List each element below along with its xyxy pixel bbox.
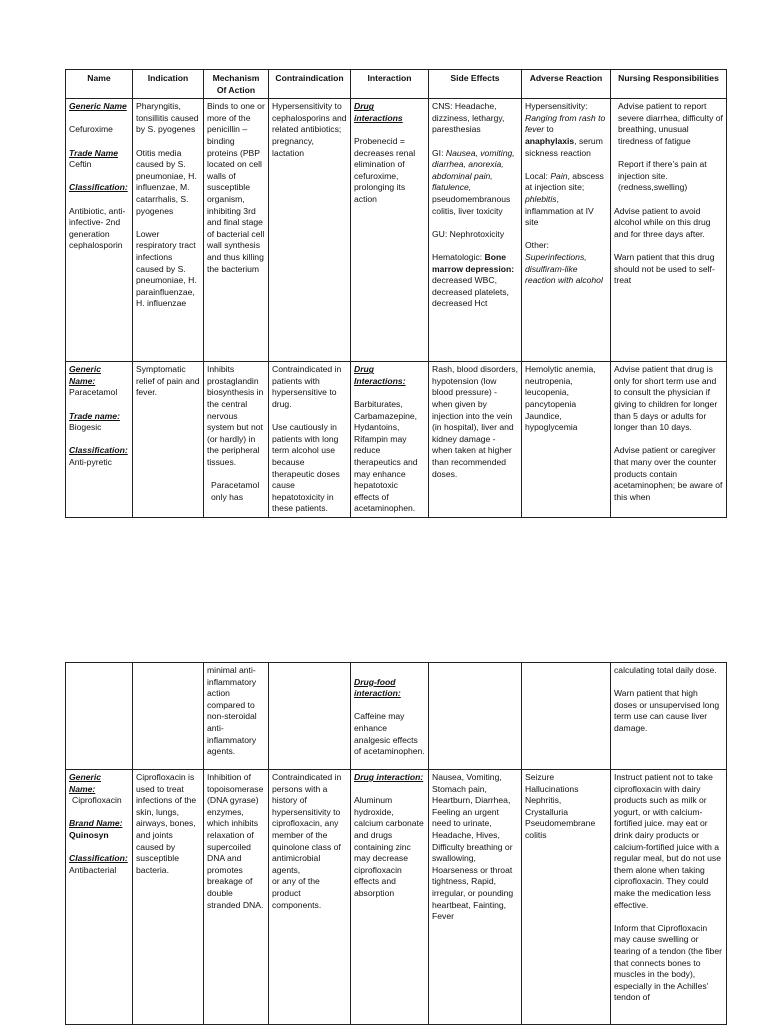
name-cell xyxy=(66,99,133,362)
table-row-continued xyxy=(66,663,727,770)
list-item: Inform that Ciprofloxacin may cause swelling or tearing of a tendon (the fiber that connects bones to muscles in the body), especially in the Achilles' tendon of xyxy=(614,922,722,1003)
mechanism-cell xyxy=(204,99,269,362)
interaction-label xyxy=(354,772,425,784)
list-item: Pharyngitis, tonsillitis caused by S. pyogenes xyxy=(136,101,199,135)
adverse-text: Seizure Hallucinations Nephritis, Crystalluria Pseudomembrane colitis xyxy=(525,772,596,840)
header-mechanism: Mechanism Of Action xyxy=(204,70,269,99)
adverse-cell xyxy=(522,663,611,770)
list-item: Warn patient that this drug should not be used to self-treat xyxy=(614,251,715,286)
interaction-label xyxy=(354,101,425,124)
table-row xyxy=(66,362,727,518)
hyper-italic: Ranging from rash to fever xyxy=(525,112,606,135)
header-name: Name xyxy=(66,70,133,99)
list-item: Report if there’s pain at injection site.(redness,swelling) xyxy=(618,159,707,193)
hyper-rest: , serum sickness reaction xyxy=(525,135,603,158)
side-effect-hematologic xyxy=(432,252,518,310)
hyper-to: to xyxy=(544,124,554,135)
gi-label: GI: xyxy=(432,147,446,158)
interaction-label xyxy=(354,364,425,387)
side-effects-text: Rash, blood disorders, hypotension (low blood pressure) - when given by injection into the vein (in hospital), liver and kidney damage - when taken at higher than recommended doses. xyxy=(432,364,518,479)
header-indication: Indication xyxy=(133,70,204,99)
name-cell xyxy=(66,770,133,1025)
classification-label: Classification: xyxy=(69,853,128,864)
mechanism-text: Binds to one or more of the penicillin – binding proteins (PBP located on cell walls of susceptible organism, inhibiting 3rd and final stage of bacterial cell wall synthesis and thus killing the bacterium xyxy=(207,101,265,274)
generic-name-label: Generic Name xyxy=(69,101,127,112)
nursing-cell xyxy=(611,770,727,1025)
interaction-label-text: Drug interactions xyxy=(354,101,403,123)
list-item: Contraindicated in patients with hypersensitive to drug. xyxy=(272,364,342,409)
indication-cell xyxy=(133,663,204,770)
classification-value: Antibiotic, anti-infective- 2nd generation cephalosporin xyxy=(69,205,126,251)
gi-rest: pseudomembranous colitis, liver toxicity xyxy=(432,193,511,216)
list-item: Advise patient that drug is only for short term use and to consult the physician if giving to children for longer than 5 days or adults for longer than 10 days. xyxy=(614,364,718,433)
adverse-cell xyxy=(522,99,611,362)
list-item: Otitis media caused by S. pneumoniae, H. influenzae, M. catarrhalis, S. pyogenes xyxy=(136,147,197,216)
gi-italic: Nausea, vomiting, diarrhea, anorexia, abdominal pain, flatulence, xyxy=(432,147,515,193)
indication-cell xyxy=(133,770,204,1025)
trade-name-label: Trade name: xyxy=(69,410,120,421)
interaction-text: Barbiturates, Carbamazepine, Hydantoins, Rifampin may reduce therapeutics and may enhance hepatotoxic effects of acetaminophen. xyxy=(354,398,418,514)
generic-name-value: Paracetamol xyxy=(69,387,118,398)
nursing-cell xyxy=(611,362,727,518)
trade-name-value: Ceftin xyxy=(69,159,92,170)
classification-label: Classification: xyxy=(69,182,128,193)
classification-value: Anti-pyretic xyxy=(69,456,112,467)
local-label: Local: xyxy=(525,170,551,181)
list-item: Warn patient that high doses or unsupervised long term use can cause liver damage. xyxy=(614,688,720,733)
brand-name-value: Quinosyn xyxy=(69,829,109,840)
list-item: Advise patient to report severe diarrhea, difficulty of breathing, unusual tiredness of fatigue xyxy=(618,101,723,146)
list-item: Advise patient to avoid alcohol while on this drug and for three days after. xyxy=(614,205,711,239)
header-contraindication: Contraindication xyxy=(269,70,351,99)
hema-label: Hematologic: xyxy=(432,251,485,262)
table-row xyxy=(66,99,727,362)
interaction-cell xyxy=(351,663,429,770)
side-effect-gu: GU: Nephrotoxicity xyxy=(432,228,505,239)
adverse-other-label: Other: xyxy=(525,240,549,251)
mechanism-cell xyxy=(204,770,269,1025)
header-adverse-reaction: Adverse Reaction xyxy=(522,70,611,99)
adverse-other: Superinfections, disulfiram-like reaction with alcohol xyxy=(525,251,603,286)
interaction-label-text: Drug Interactions: xyxy=(354,364,406,386)
interaction-label xyxy=(354,677,425,700)
local-mid: , abscess at injection site; xyxy=(525,170,604,193)
generic-name-label: Generic Name: xyxy=(69,772,102,794)
hema-rest: decreased WBC, decreased platelets, decreased Hct xyxy=(432,275,509,309)
generic-name-value: Ciprofloxacin xyxy=(72,795,122,806)
interaction-cell xyxy=(351,770,429,1025)
mechanism-cell xyxy=(204,663,269,770)
list-item: Paracetamol only has xyxy=(211,480,260,502)
contraindication-text: Hypersensitivity to cephalosporins and related antibiotics; pregnancy, lactation xyxy=(272,101,347,158)
side-effects-cell xyxy=(429,362,522,518)
nursing-cell xyxy=(611,99,727,362)
classification-label: Classification: xyxy=(69,445,128,456)
adverse-hypersensitivity xyxy=(525,101,607,159)
classification-value: Antibacterial xyxy=(69,864,117,875)
contraindication-cell xyxy=(269,770,351,1025)
indication-cell xyxy=(133,362,204,518)
indication-cell xyxy=(133,99,204,362)
trade-name-value: Biogesic xyxy=(69,422,102,433)
adverse-local xyxy=(525,171,607,229)
side-effects-cell xyxy=(429,99,522,362)
generic-name-value: Cefuroxime xyxy=(69,124,113,135)
header-side-effects: Side Effects xyxy=(429,70,522,99)
header-nursing: Nursing Responsibilities xyxy=(611,70,727,99)
brand-name-label: Brand Name: xyxy=(69,818,123,829)
interaction-cell xyxy=(351,362,429,518)
drug-study-table-2 xyxy=(65,662,727,1025)
indication-text: Symptomatic relief of pain and fever. xyxy=(136,364,200,398)
local-italic-1: Pain xyxy=(550,170,568,181)
interaction-text: Probenecid = decreases renal elimination of cefuroxime, prolonging its action xyxy=(354,135,416,204)
header-interaction: Interaction xyxy=(351,70,429,99)
local-italic-2: phlebitis xyxy=(525,193,557,204)
adverse-cell xyxy=(522,362,611,518)
contraindication-cell xyxy=(269,99,351,362)
side-effects-cell xyxy=(429,663,522,770)
interaction-label-text: Drug interaction: xyxy=(354,772,424,782)
side-effects-text: Nausea, Vomiting, Stomach pain, Heartburn, Diarrhea, Feeling an urgent need to urinate, Headache, Hives, Difficulty breathing or swallowing, Hoarseness or throat tightness, Rapid, irregular, or pounding heartbeat, Fainting, Fever xyxy=(432,772,514,922)
interaction-text: Aluminum hydroxide, calcium carbonate and drugs containing zinc may decrease ciprofloxacin effects and absorption xyxy=(354,795,424,898)
drug-study-table-1 xyxy=(65,69,727,518)
trade-name-label: Trade Name xyxy=(69,147,119,158)
hyper-label: Hypersensitivity: xyxy=(525,101,588,112)
contraindication-cell xyxy=(269,362,351,518)
local-rest: , inflammation at IV site xyxy=(525,193,594,228)
interaction-cell xyxy=(351,99,429,362)
list-item: calculating total daily dose. xyxy=(614,665,717,675)
generic-name-label: Generic Name: xyxy=(69,364,102,386)
side-effect-gi xyxy=(432,148,518,218)
side-effect-cns: CNS: Headache, dizziness, lethargy, paresthesias xyxy=(432,101,505,135)
table-row xyxy=(66,770,727,1025)
header-row xyxy=(66,70,727,99)
interaction-label-text: Drug-food interaction: xyxy=(354,676,401,699)
adverse-text: Hemolytic anemia, neutropenia, leucopenia, pancytopenia Jaundice, hypoglycemia xyxy=(525,364,596,433)
hyper-bold: anaphylaxis xyxy=(525,135,575,146)
mechanism-text: Inhibition of topoisomerase (DNA gyrase) enzymes, which inhibits relaxation of supercoiled DNA and promotes breakage of double stranded DNA. xyxy=(207,772,264,910)
list-item: Advise patient or caregiver that many over the counter products contain acetaminophen; be aware of this when xyxy=(614,445,723,502)
hema-bold: Bone marrow depression: xyxy=(432,251,515,274)
mechanism-text: minimal anti-inflammatory action compared to non-steroidal anti-inflammatory agents. xyxy=(207,665,257,757)
name-cell xyxy=(66,362,133,518)
list-item: Use cautiously in patients with long term alcohol use because therapeutic doses cause hepatotoxicity in these patients. xyxy=(272,422,340,514)
adverse-cell xyxy=(522,770,611,1025)
mechanism-cell xyxy=(204,362,269,518)
list-item: Instruct patient not to take ciprofloxacin with dairy products such as milk or yogurt, or with calcium-fortified juice. may eat or drink dairy products or calcium-fortified juice with a regular meal, but do not use them alone when taking ciprofloxacin. They could make the medication less effective. xyxy=(614,772,722,910)
interaction-text: Caffeine may enhance analgesic effects of acetaminophen. xyxy=(354,711,425,757)
contraindication-text: Contraindicated in persons with a history of hypersensitivity to ciprofloxacin, any member of the quinolone class of antimicrobial agents, or any of the product components. xyxy=(272,772,342,910)
indication-text: Ciprofloxacin is used to treat infections of the skin, lungs, airways, bones, and joints caused by susceptible bacteria. xyxy=(136,772,197,875)
name-cell xyxy=(66,663,133,770)
list-item: Inhibits prostaglandin biosynthesis in the central nervous system but not (or hardly) in the peripheral tissues. xyxy=(207,364,264,467)
contraindication-cell xyxy=(269,663,351,770)
side-effects-cell xyxy=(429,770,522,1025)
nursing-cell xyxy=(611,663,727,770)
list-item: Lower respiratory tract infections caused by S. pneumoniae, H. parainfluenzae, H. influenzae xyxy=(136,228,197,309)
